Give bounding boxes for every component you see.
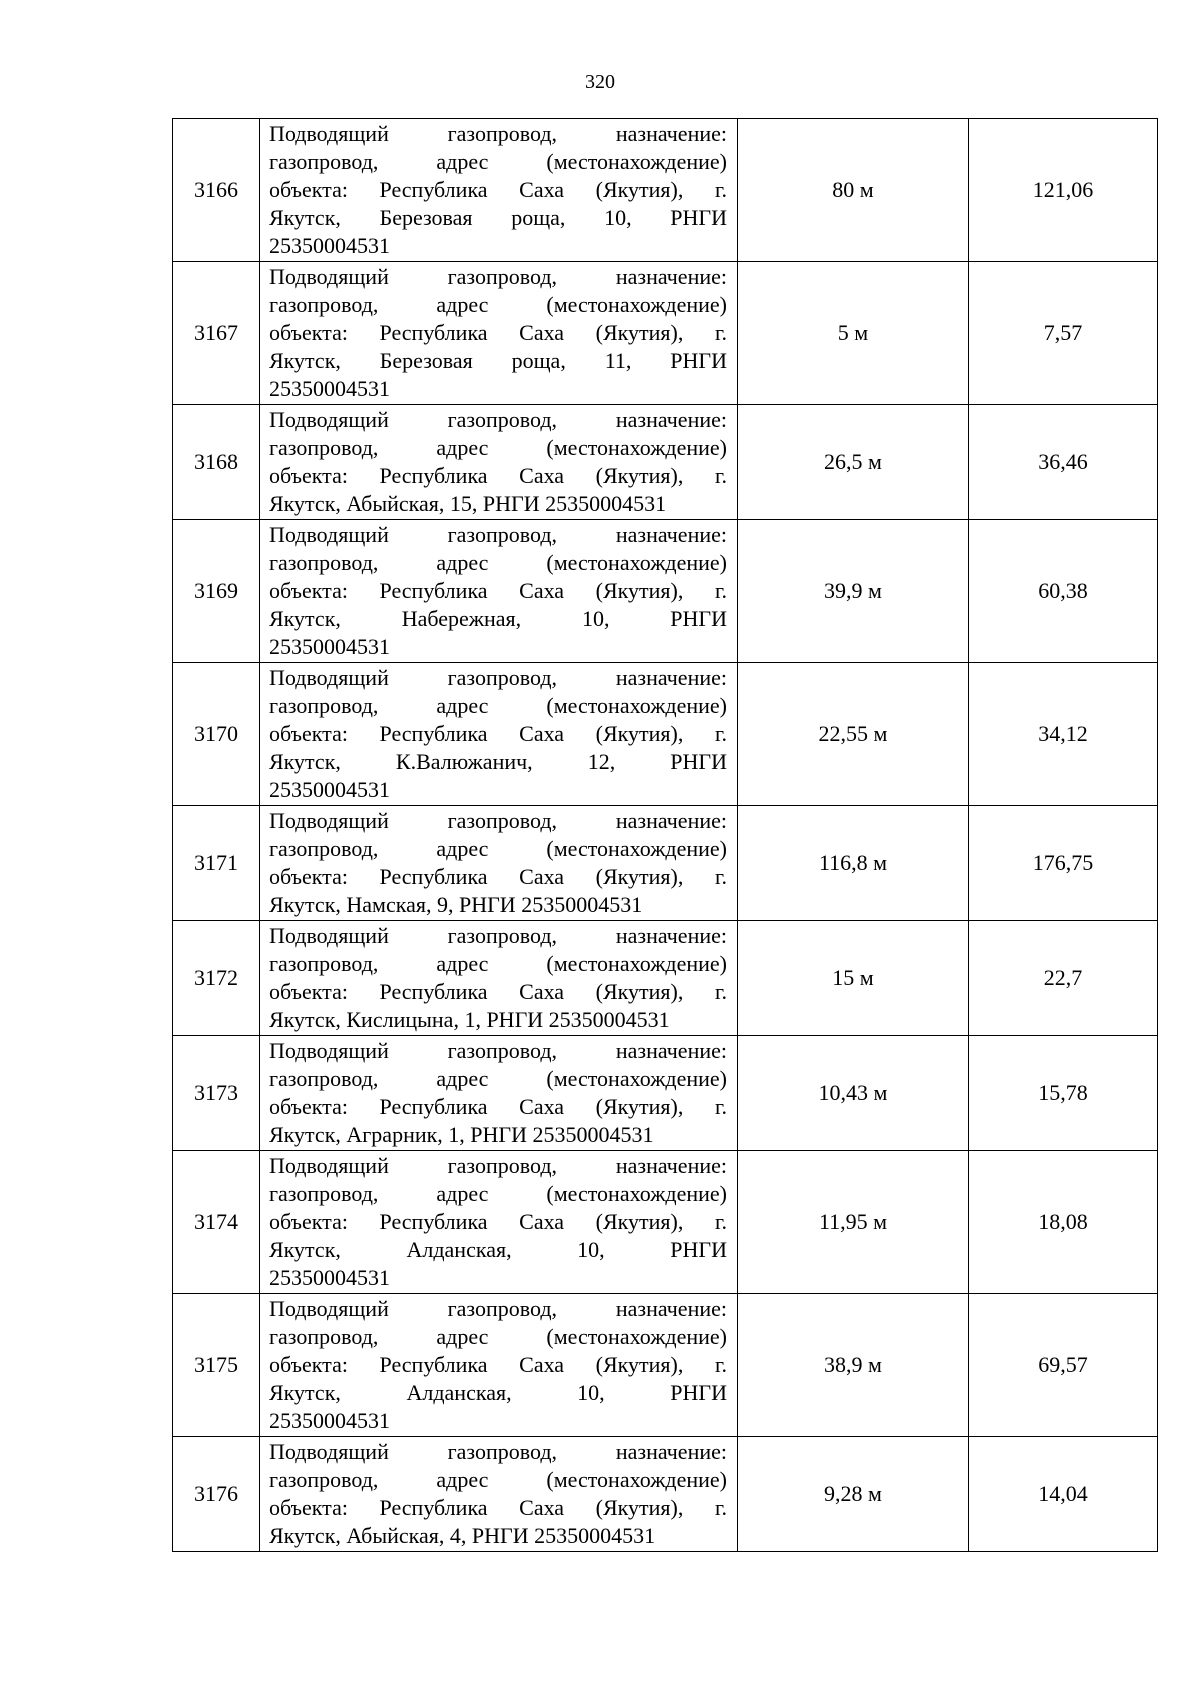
description-line: газопровод, адрес (местонахождение) (269, 292, 727, 317)
registry-table (172, 118, 1158, 1552)
length-cell: 22,55 м (738, 663, 969, 806)
object-description (269, 520, 727, 662)
description-line: объекта: Республика Саха (Якутия), г. (269, 721, 727, 746)
object-description (269, 1437, 727, 1551)
table-row (173, 806, 1158, 921)
description-line: 25350004531 (269, 1265, 390, 1290)
description-line: газопровод, адрес (местонахождение) (269, 1181, 727, 1206)
length-cell: 5 м (738, 262, 969, 405)
description-line: 25350004531 (269, 1408, 390, 1433)
description-line: объекта: Республика Саха (Якутия), г. (269, 177, 727, 202)
description-line: Якутск, Кислицына, 1, РНГИ 25350004531 (269, 1007, 670, 1032)
object-description (269, 1151, 727, 1293)
object-description-cell (260, 119, 738, 262)
object-description (269, 1036, 727, 1150)
table-row (173, 921, 1158, 1036)
description-line: Якутск, Набережная, 10, РНГИ (269, 606, 727, 631)
object-description-cell (260, 663, 738, 806)
description-line: объекта: Республика Саха (Якутия), г. (269, 1209, 727, 1234)
length-cell: 39,9 м (738, 520, 969, 663)
description-line: Подводящий газопровод, назначение: (269, 1038, 727, 1063)
registry-table-body (173, 119, 1158, 1552)
table-row (173, 663, 1158, 806)
row-number-cell: 3171 (173, 806, 260, 921)
table-row (173, 1151, 1158, 1294)
table-row (173, 119, 1158, 262)
description-line: Подводящий газопровод, назначение: (269, 121, 727, 146)
value-cell: 7,57 (969, 262, 1158, 405)
value-cell: 18,08 (969, 1151, 1158, 1294)
length-cell: 116,8 м (738, 806, 969, 921)
description-line: 25350004531 (269, 233, 390, 258)
description-line: газопровод, адрес (местонахождение) (269, 693, 727, 718)
description-line: Подводящий газопровод, назначение: (269, 1296, 727, 1321)
object-description (269, 119, 727, 261)
row-number-cell: 3175 (173, 1294, 260, 1437)
row-number-cell: 3170 (173, 663, 260, 806)
description-line: газопровод, адрес (местонахождение) (269, 1324, 727, 1349)
length-cell: 80 м (738, 119, 969, 262)
description-line: Подводящий газопровод, назначение: (269, 1153, 727, 1178)
object-description-cell (260, 1151, 738, 1294)
object-description-cell (260, 262, 738, 405)
table-row (173, 520, 1158, 663)
description-line: газопровод, адрес (местонахождение) (269, 951, 727, 976)
description-line: объекта: Республика Саха (Якутия), г. (269, 1352, 727, 1377)
object-description (269, 262, 727, 404)
description-line: газопровод, адрес (местонахождение) (269, 435, 727, 460)
row-number-cell: 3172 (173, 921, 260, 1036)
description-line: Подводящий газопровод, назначение: (269, 407, 727, 432)
description-line: 25350004531 (269, 777, 390, 802)
table-row (173, 1437, 1158, 1552)
description-line: Якутск, Алданская, 10, РНГИ (269, 1237, 727, 1262)
object-description-cell (260, 806, 738, 921)
row-number-cell: 3167 (173, 262, 260, 405)
table-row (173, 1036, 1158, 1151)
row-number-cell: 3166 (173, 119, 260, 262)
description-line: газопровод, адрес (местонахождение) (269, 1467, 727, 1492)
row-number-cell: 3174 (173, 1151, 260, 1294)
value-cell: 34,12 (969, 663, 1158, 806)
length-cell: 38,9 м (738, 1294, 969, 1437)
value-cell: 22,7 (969, 921, 1158, 1036)
description-line: газопровод, адрес (местонахождение) (269, 836, 727, 861)
description-line: объекта: Республика Саха (Якутия), г. (269, 864, 727, 889)
object-description (269, 405, 727, 519)
description-line: газопровод, адрес (местонахождение) (269, 1066, 727, 1091)
description-line: Якутск, Абыйская, 4, РНГИ 25350004531 (269, 1523, 656, 1548)
object-description-cell (260, 1294, 738, 1437)
description-line: Подводящий газопровод, назначение: (269, 264, 727, 289)
length-cell: 15 м (738, 921, 969, 1036)
description-line: объекта: Республика Саха (Якутия), г. (269, 320, 727, 345)
description-line: Подводящий газопровод, назначение: (269, 923, 727, 948)
description-line: Якутск, Абыйская, 15, РНГИ 25350004531 (269, 491, 667, 516)
description-line: объекта: Республика Саха (Якутия), г. (269, 979, 727, 1004)
value-cell: 15,78 (969, 1036, 1158, 1151)
object-description-cell (260, 405, 738, 520)
table-row (173, 405, 1158, 520)
object-description-cell (260, 1437, 738, 1552)
value-cell: 14,04 (969, 1437, 1158, 1552)
description-line: 25350004531 (269, 634, 390, 659)
object-description (269, 663, 727, 805)
page-number: 320 (585, 71, 615, 93)
description-line: Якутск, Алданская, 10, РНГИ (269, 1380, 727, 1405)
length-cell: 10,43 м (738, 1036, 969, 1151)
description-line: Подводящий газопровод, назначение: (269, 665, 727, 690)
object-description-cell (260, 921, 738, 1036)
description-line: Подводящий газопровод, назначение: (269, 1439, 727, 1464)
description-line: Якутск, Аграрник, 1, РНГИ 25350004531 (269, 1122, 654, 1147)
description-line: объекта: Республика Саха (Якутия), г. (269, 1094, 727, 1119)
value-cell: 69,57 (969, 1294, 1158, 1437)
length-cell: 26,5 м (738, 405, 969, 520)
object-description (269, 806, 727, 920)
table-row (173, 1294, 1158, 1437)
description-line: Якутск, Березовая роща, 10, РНГИ (269, 205, 727, 230)
description-line: Подводящий газопровод, назначение: (269, 522, 727, 547)
description-line: 25350004531 (269, 376, 390, 401)
length-cell: 9,28 м (738, 1437, 969, 1552)
description-line: объекта: Республика Саха (Якутия), г. (269, 1495, 727, 1520)
row-number-cell: 3176 (173, 1437, 260, 1552)
description-line: Якутск, Березовая роща, 11, РНГИ (269, 348, 727, 373)
object-description (269, 1294, 727, 1436)
table-row (173, 262, 1158, 405)
description-line: Якутск, К.Валюжанич, 12, РНГИ (269, 749, 727, 774)
value-cell: 176,75 (969, 806, 1158, 921)
row-number-cell: 3169 (173, 520, 260, 663)
object-description-cell (260, 1036, 738, 1151)
value-cell: 60,38 (969, 520, 1158, 663)
value-cell: 121,06 (969, 119, 1158, 262)
description-line: объекта: Республика Саха (Якутия), г. (269, 463, 727, 488)
description-line: объекта: Республика Саха (Якутия), г. (269, 578, 727, 603)
object-description (269, 921, 727, 1035)
description-line: Подводящий газопровод, назначение: (269, 808, 727, 833)
row-number-cell: 3173 (173, 1036, 260, 1151)
value-cell: 36,46 (969, 405, 1158, 520)
description-line: газопровод, адрес (местонахождение) (269, 149, 727, 174)
object-description-cell (260, 520, 738, 663)
row-number-cell: 3168 (173, 405, 260, 520)
description-line: газопровод, адрес (местонахождение) (269, 550, 727, 575)
length-cell: 11,95 м (738, 1151, 969, 1294)
description-line: Якутск, Намская, 9, РНГИ 25350004531 (269, 892, 643, 917)
